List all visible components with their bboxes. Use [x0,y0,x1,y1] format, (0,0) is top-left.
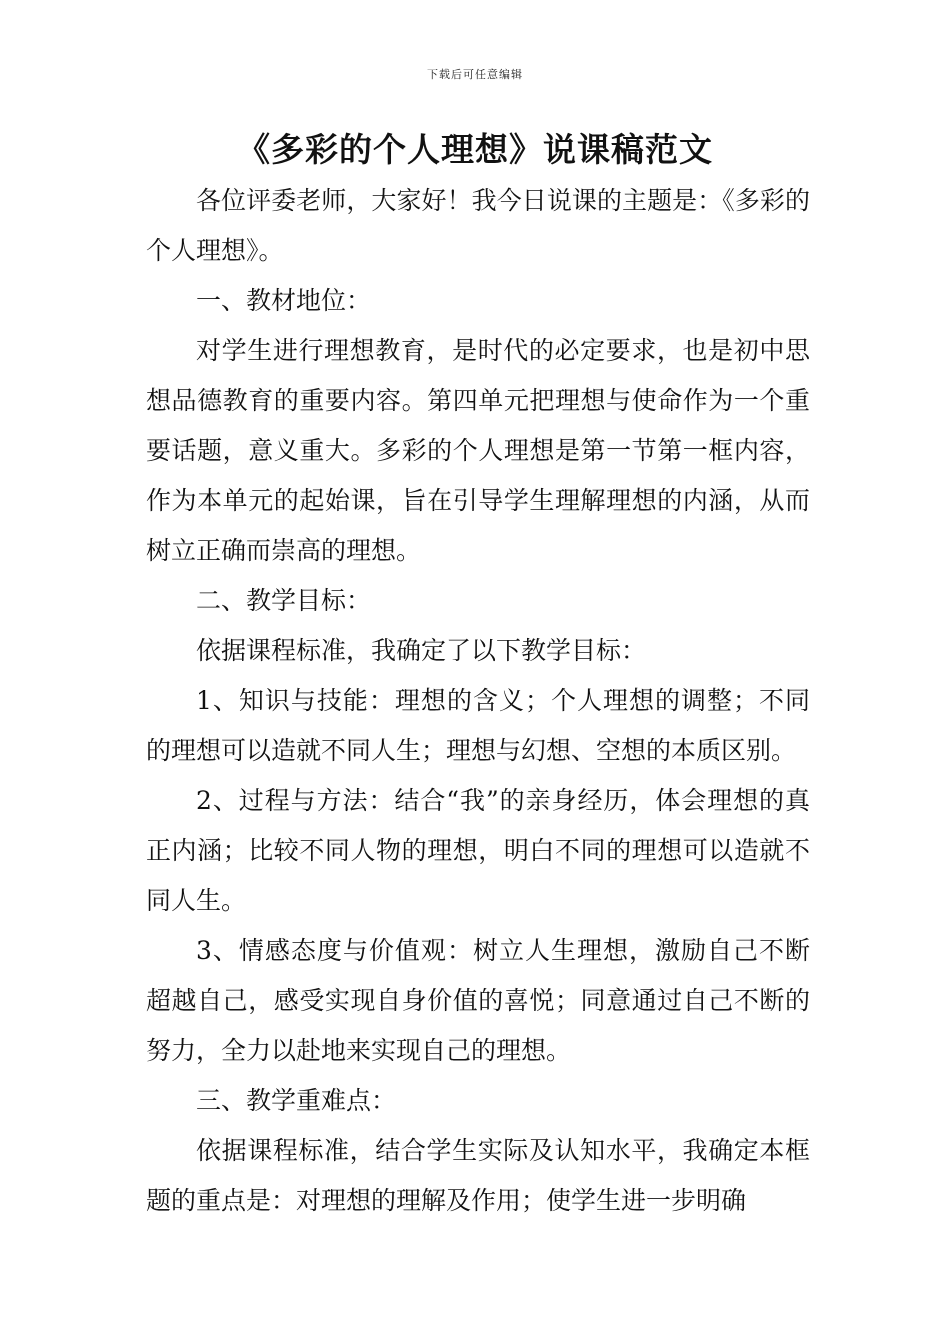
paragraph-goals-intro: 依据课程标准，我确定了以下教学目标： [196,636,647,665]
document-body [146,176,810,1226]
paragraph-goal-knowledge: 1、知识与技能：理想的含义；个人理想的调整；不同的理想可以造就不同人生；理想与幻想、空想的本质区别。 [146,686,810,765]
heading-textbook-position: 一、教材地位： [196,286,372,315]
heading-teaching-goals: 二、教学目标： [196,586,372,615]
header-note: 下载后可任意编辑 [427,68,523,81]
document-title: 《多彩的个人理想》说课稿范文 [237,130,713,169]
paragraph-textbook-position: 对学生进行理想教育，是时代的必定要求，也是初中思想品德教育的重要内容。第四单元把理想与使命作为一个重要话题，意义重大。多彩的个人理想是第一节第一框内容，作为本单元的起始课，旨在引导学生理解理想的内涵，从而树立正确而崇高的理想。 [146,336,810,565]
paragraph-key-points: 依据课程标准，结合学生实际及认知水平，我确定本框题的重点是：对理想的理解及作用；使学生进一步明确 [146,1136,810,1215]
heading-key-points: 三、教学重难点： [196,1086,397,1115]
paragraph-goal-emotion: 3、情感态度与价值观：树立人生理想，激励自己不断超越自己，感受实现自身价值的喜悦；同意通过自己不断的努力，全力以赴地来实现自己的理想。 [146,936,810,1065]
paragraph-greeting: 各位评委老师，大家好！我今日说课的主题是：《多彩的个人理想》。 [146,186,810,265]
paragraph-goal-process: 2、过程与方法：结合“我”的亲身经历，体会理想的真正内涵；比较不同人物的理想，明白不同的理想可以造就不同人生。 [146,786,810,915]
